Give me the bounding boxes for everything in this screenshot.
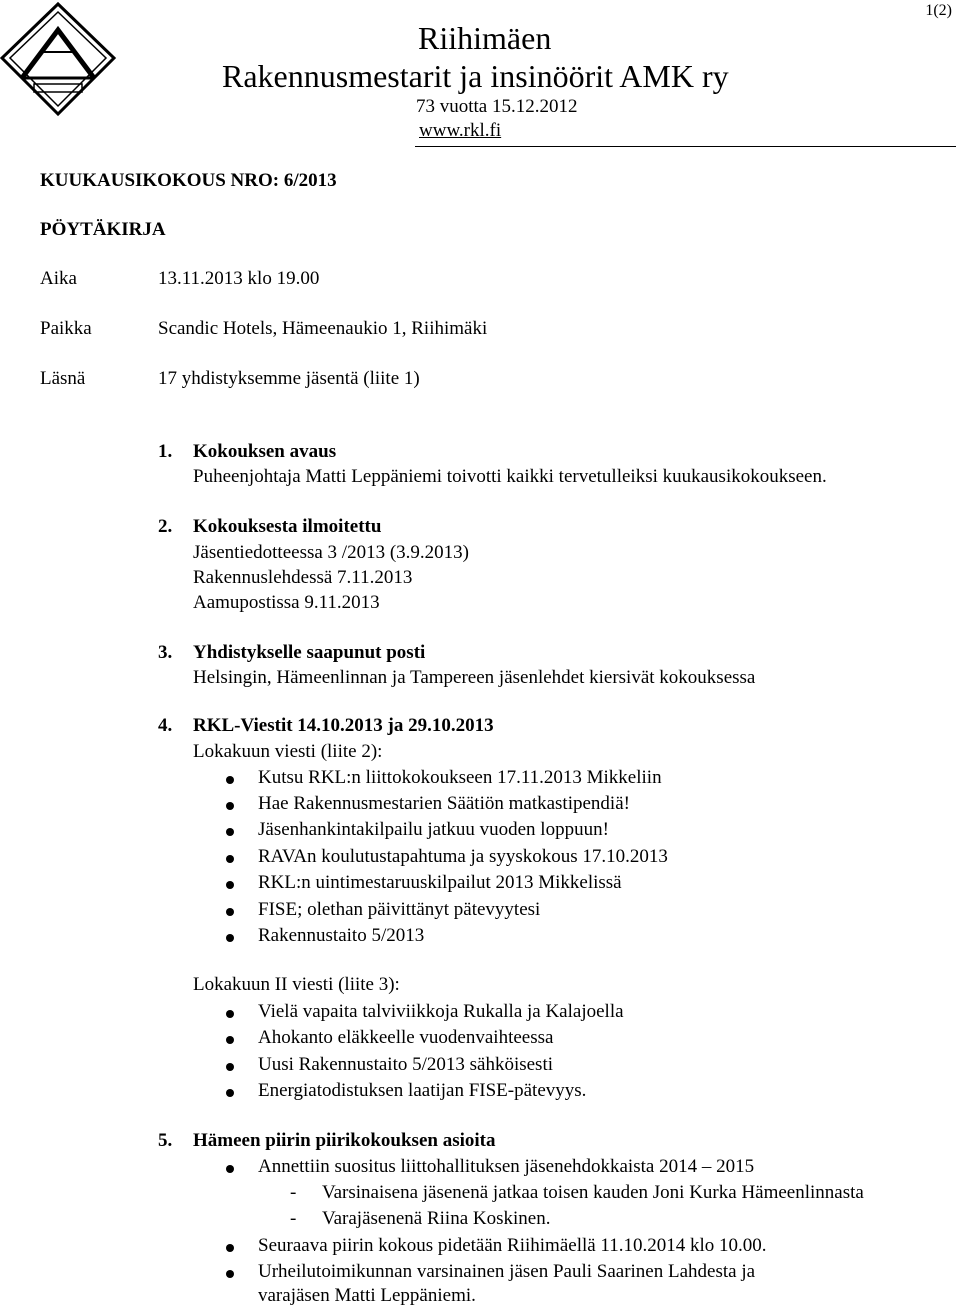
list-item: Jäsenhankintakilpailu jatkuu vuoden loppuun! (258, 819, 609, 840)
bullet-icon (226, 1244, 234, 1252)
section-5-title: Hämeen piirin piirikokouksen asioita (193, 1130, 496, 1151)
bullet-icon (226, 934, 234, 942)
section-5-number: 5. (158, 1130, 173, 1151)
header-divider (415, 146, 956, 147)
section-2-number: 2. (158, 516, 173, 537)
bullet-icon (226, 802, 234, 810)
org-name-line2: Rakennusmestarit ja insinöörit AMK ry (222, 58, 729, 94)
section-1-text: Puheenjohtaja Matti Leppäniemi toivotti kaikki tervetulleiksi kuukausikokoukseen. (193, 466, 827, 487)
list-item: RAVAn koulutustapahtuma ja syyskokous 17.10.2013 (258, 846, 668, 867)
list-item: Energiatodistuksen laatijan FISE-pätevyys. (258, 1080, 587, 1101)
section-3-number: 3. (158, 642, 173, 663)
section-4-number: 4. (158, 715, 173, 736)
bullet-icon (226, 828, 234, 836)
bullet-icon (226, 1010, 234, 1018)
sub-list-item: Varsinaisena jäsenenä jatkaa toisen kauden Joni Kurka Hämeenlinnasta (322, 1182, 864, 1203)
website-link[interactable]: www.rkl.fi (419, 120, 502, 141)
bullet-icon (226, 855, 234, 863)
section-3-title: Yhdistykselle saapunut posti (193, 642, 426, 663)
document-type: PÖYTÄKIRJA (40, 219, 166, 240)
list-item: RKL:n uintimestaruuskilpailut 2013 Mikkelissä (258, 872, 622, 893)
info-label-present: Läsnä (40, 368, 86, 389)
section-1-title: Kokouksen avaus (193, 441, 337, 462)
info-value-present: 17 yhdistyksemme jäsentä (liite 1) (158, 368, 420, 389)
dash-marker: - (290, 1208, 297, 1229)
bullet-icon (226, 1089, 234, 1097)
section-2-title: Kokouksesta ilmoitettu (193, 516, 382, 537)
section-4-title: RKL-Viestit 14.10.2013 ja 29.10.2013 (193, 715, 494, 736)
section-3-text: Helsingin, Hämeenlinnan ja Tampereen jäsenlehdet kiersivät kokouksessa (193, 667, 756, 688)
list-item: Urheilutoimikunnan varsinainen jäsen Pauli Saarinen Lahdesta ja (258, 1261, 756, 1282)
list-item: Rakennustaito 5/2013 (258, 925, 425, 946)
anniversary-text: 73 vuotta 15.12.2012 (416, 96, 578, 117)
dash-marker: - (290, 1182, 297, 1203)
org-name-line1: Riihimäen (418, 20, 552, 56)
list-item: Kutsu RKL:n liittokokoukseen 17.11.2013 Mikkeliin (258, 767, 662, 788)
section-2-line: Aamupostissa 9.11.2013 (193, 592, 380, 613)
list-item: Ahokanto eläkkeelle vuodenvaihteessa (258, 1027, 554, 1048)
bullet-icon (226, 1165, 234, 1173)
list-item: Hae Rakennusmestarien Säätiön matkastipendiä! (258, 793, 630, 814)
list-item: Seuraava piirin kokous pidetään Riihimäellä 11.10.2014 klo 10.00. (258, 1235, 767, 1256)
list-item: Vielä vapaita talviviikkoja Rukalla ja Kalajoella (258, 1001, 624, 1022)
section-1-number: 1. (158, 441, 173, 462)
list-item-continuation: varajäsen Matti Leppäniemi. (258, 1285, 476, 1306)
bullet-icon (226, 1270, 234, 1278)
sub-list-item: Varajäsenenä Riina Koskinen. (322, 1208, 551, 1229)
organization-logo (0, 0, 118, 118)
section-4-subheading-2: Lokakuun II viesti (liite 3): (193, 974, 400, 995)
info-value-time: 13.11.2013 klo 19.00 (158, 268, 320, 289)
bullet-icon (226, 776, 234, 784)
info-value-place: Scandic Hotels, Hämeenaukio 1, Riihimäki (158, 318, 488, 339)
list-item: Uusi Rakennustaito 5/2013 sähköisesti (258, 1054, 554, 1075)
bullet-icon (226, 1036, 234, 1044)
section-2-line: Jäsentiedotteessa 3 /2013 (3.9.2013) (193, 542, 469, 563)
bullet-icon (226, 881, 234, 889)
list-item: Annettiin suositus liittohallituksen jäsenehdokkaista 2014 – 2015 (258, 1156, 755, 1177)
info-label-place: Paikka (40, 318, 92, 339)
bullet-icon (226, 1063, 234, 1071)
list-item: FISE; olethan päivittänyt pätevyytesi (258, 899, 541, 920)
bullet-icon (226, 908, 234, 916)
section-2-line: Rakennuslehdessä 7.11.2013 (193, 567, 413, 588)
section-4-subheading-1: Lokakuun viesti (liite 2): (193, 741, 383, 762)
info-label-time: Aika (40, 268, 77, 289)
meeting-title: KUUKAUSIKOKOUS NRO: 6/2013 (40, 170, 337, 191)
page-number: 1(2) (925, 2, 952, 19)
